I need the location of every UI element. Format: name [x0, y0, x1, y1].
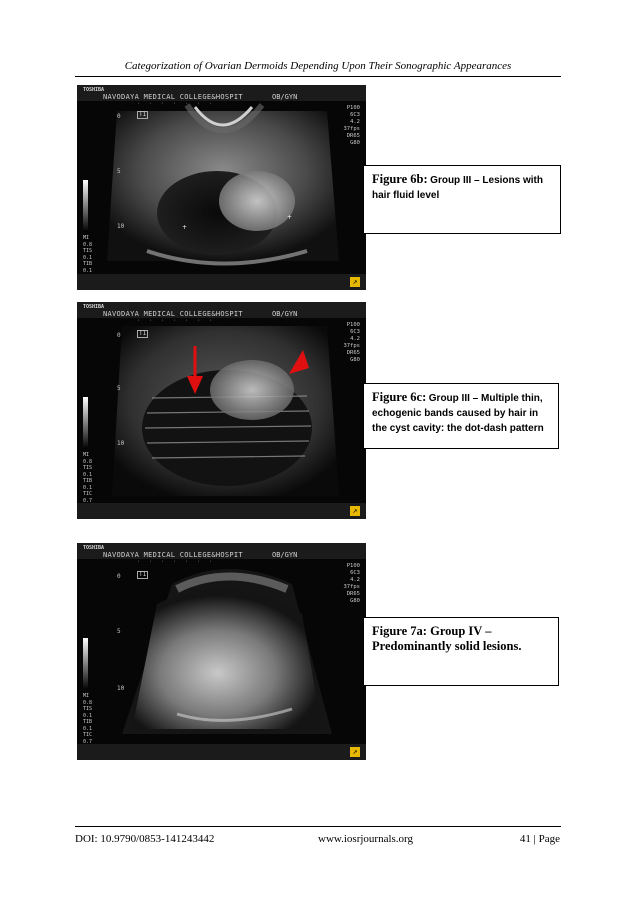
- probe-icon: ↗: [350, 506, 360, 516]
- brand-label: TOSHIBA: [83, 304, 105, 310]
- hospital-label: NAVODAYA MEDICAL COLLEGE&HOSPIT: [103, 310, 243, 318]
- probe-icon: ↗: [350, 277, 360, 287]
- depth-10: 10: [117, 685, 125, 692]
- header-divider: [75, 76, 561, 77]
- scan-parameters: P100 6C3 4.2 37fps DR65 G80: [343, 105, 360, 146]
- brand-label: TOSHIBA: [83, 87, 105, 93]
- scan-parameters: P100 6C3 4.2 37fps DR65 G80: [343, 563, 360, 604]
- mode-label: OB/GYN: [272, 93, 298, 101]
- t1-marker: T1: [139, 571, 147, 578]
- depth-0: 0: [117, 332, 121, 339]
- figure-label: Figure 7a: Group IV –: [372, 624, 492, 638]
- figure-label: Figure 6b:: [372, 172, 428, 186]
- ultrasound-bottom-bar: [77, 744, 366, 760]
- scale-dots: ·······: [137, 559, 222, 565]
- footer-doi: DOI: 10.9790/0853-141243442: [75, 833, 215, 845]
- footer-divider: [75, 826, 561, 827]
- thermal-index: MI 0.8 TIS 0.1 TIB 0.1: [83, 235, 93, 274]
- ultrasound-bottom-bar: [77, 274, 366, 290]
- ultrasound-bottom-bar: [77, 503, 366, 519]
- depth-0: 0: [117, 573, 121, 580]
- svg-text:+: +: [287, 214, 293, 221]
- figure-description: Group III – Lesions with hair fluid level: [372, 175, 543, 201]
- ultrasound-scan-7a: [77, 559, 366, 744]
- ultrasound-image-6c: [77, 302, 366, 519]
- probe-icon: ↗: [350, 747, 360, 757]
- thermal-index: MI 0.8 TIS 0.1 TIB 0.1 TIC 0.7: [83, 452, 93, 504]
- scale-dots: ·······: [137, 318, 222, 324]
- ultrasound-image-7a: [77, 543, 366, 760]
- figure-description: Group III – Multiple thin, echogenic bands caused by hair in the cyst cavity: the dot-dash pattern: [372, 393, 544, 434]
- hospital-label: NAVODAYA MEDICAL COLLEGE&HOSPIT: [103, 93, 243, 101]
- depth-5: 5: [117, 628, 121, 635]
- grayscale-bar: [83, 638, 88, 690]
- depth-5: 5: [117, 385, 121, 392]
- thermal-index: MI 0.8 TIS 0.1 TIB 0.1 TIC 0.7: [83, 693, 93, 745]
- scale-dots: ·······: [137, 101, 222, 107]
- grayscale-bar: [83, 180, 88, 232]
- depth-10: 10: [117, 223, 125, 230]
- mode-label: OB/GYN: [272, 551, 298, 559]
- ultrasound-image-6b: [77, 85, 366, 290]
- depth-10: 10: [117, 440, 125, 447]
- figure-description: Predominantly solid lesions.: [372, 639, 522, 653]
- ultrasound-scan-6b: [77, 101, 366, 274]
- hospital-label: NAVODAYA MEDICAL COLLEGE&HOSPIT: [103, 551, 243, 559]
- ultrasound-scan-6c: [77, 318, 366, 503]
- footer-url[interactable]: www.iosrjournals.org: [318, 833, 414, 845]
- svg-text:+: +: [182, 224, 188, 231]
- footer-page-number: 41 | Page: [519, 833, 560, 845]
- depth-0: 0: [117, 113, 121, 120]
- running-header: Categorization of Ovarian Dermoids Depending Upon Their Sonographic Appearances: [124, 60, 512, 72]
- mode-label: OB/GYN: [272, 310, 298, 318]
- figure-label: Figure 6c:: [372, 390, 427, 404]
- t1-marker: T1: [139, 111, 147, 118]
- grayscale-bar: [83, 397, 88, 449]
- caption-figure-7a: [363, 617, 559, 686]
- scan-parameters: P100 6C3 4.2 37fps DR65 G80: [343, 322, 360, 363]
- caption-figure-6b: [363, 165, 561, 234]
- t1-marker: T1: [139, 330, 147, 337]
- brand-label: TOSHIBA: [83, 545, 105, 551]
- caption-figure-6c: [363, 383, 559, 449]
- depth-5: 5: [117, 168, 121, 175]
